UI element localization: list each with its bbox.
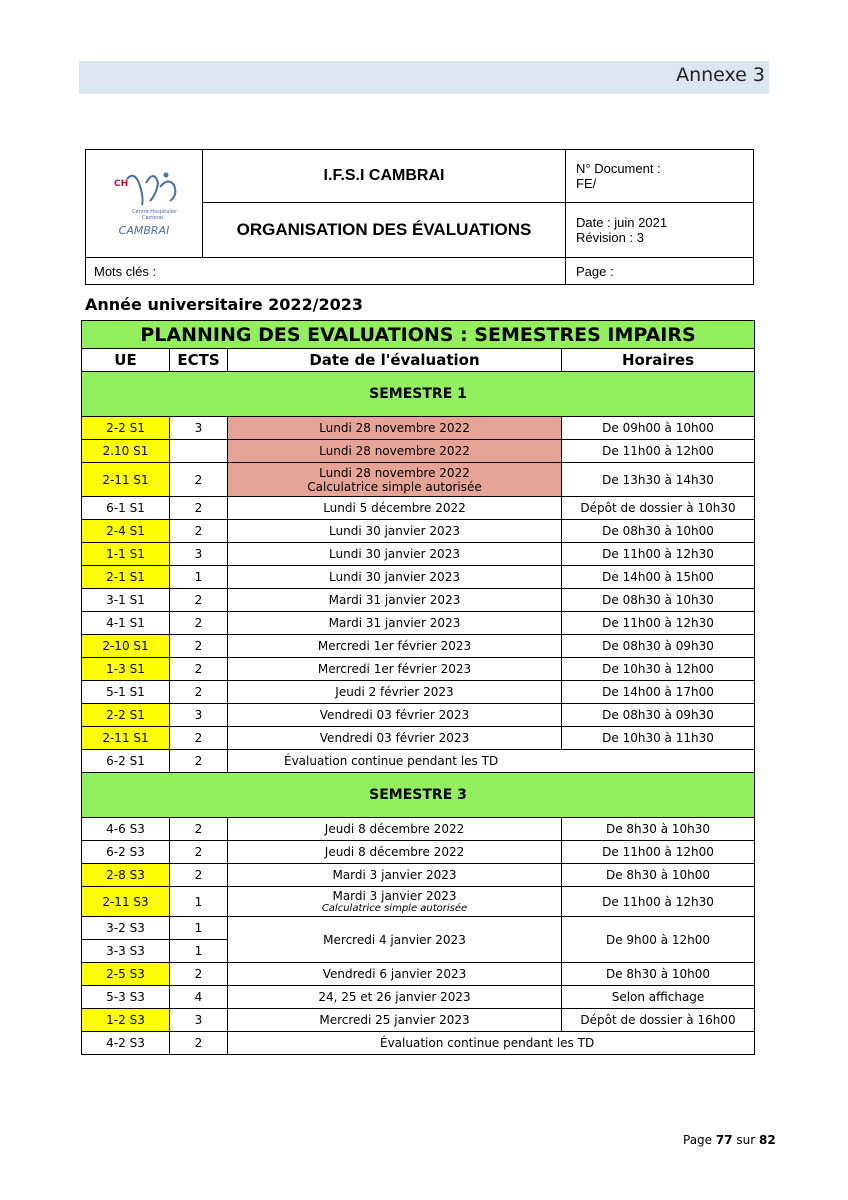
document-title: ORGANISATION DES ÉVALUATIONS [203,203,566,258]
logo-cell [86,150,203,258]
page-label: Page : [566,258,754,285]
ue-cell: 6-2 S3 [82,841,170,864]
ects-cell: 3 [170,543,228,566]
logo-text: CAMBRAI [118,224,170,237]
time-cell: De 11h00 à 12h30 [562,612,755,635]
table-row [82,1009,755,1032]
ue-cell: 4-1 S1 [82,612,170,635]
table-row [82,750,755,773]
time-cell: De 11h00 à 12h30 [562,543,755,566]
table-row [82,417,755,440]
ects-cell: 2 [170,589,228,612]
continuous-eval-cell: Évaluation continue pendant les TD [228,750,755,773]
evaluation-planning-table [81,320,755,1055]
time-cell: De 08h30 à 09h30 [562,635,755,658]
ue-cell: 2-4 S1 [82,520,170,543]
date-cell: Lundi 30 janvier 2023 [228,520,562,543]
semester-1-heading: SEMESTRE 1 [82,372,755,417]
date-cell [228,463,562,497]
semester-3-heading: SEMESTRE 3 [82,773,755,818]
ects-cell: 2 [170,818,228,841]
column-header-ects: ECTS [170,349,228,372]
ue-cell: 2.10 S1 [82,440,170,463]
ects-cell: 2 [170,463,228,497]
ects-cell: 2 [170,681,228,704]
table-row [82,543,755,566]
table-row [82,841,755,864]
date-cell: Mercredi 1er février 2023 [228,635,562,658]
date-text: Mardi 3 janvier 2023 [332,889,457,903]
time-cell: De 10h30 à 12h00 [562,658,755,681]
date-cell: Mardi 31 janvier 2023 [228,612,562,635]
svg-text:Cambrai: Cambrai [142,215,164,221]
ects-cell: 3 [170,417,228,440]
date-cell: Mardi 3 janvier 2023 [228,864,562,887]
time-cell: De 8h30 à 10h30 [562,818,755,841]
doc-number-label: N° Document : [576,161,661,176]
table-row [82,727,755,750]
table-row [82,440,755,463]
date-note: Calculatrice simple autorisée [307,479,482,494]
table-row [82,681,755,704]
planning-title: PLANNING DES EVALUATIONS : SEMESTRES IMPAIRS [82,321,755,349]
ects-cell: 2 [170,864,228,887]
table-row [82,566,755,589]
date-cell: Lundi 5 décembre 2022 [228,497,562,520]
ue-cell: 4-6 S3 [82,818,170,841]
table-row [82,612,755,635]
ects-cell: 3 [170,704,228,727]
page-total: 82 [759,1133,776,1147]
time-cell: De 08h30 à 10h00 [562,520,755,543]
time-cell: De 14h00 à 17h00 [562,681,755,704]
time-cell: De 11h00 à 12h30 [562,887,755,917]
keywords-label: Mots clés : [86,258,566,285]
page-sep: sur [736,1133,756,1147]
ects-cell: 2 [170,963,228,986]
ects-cell: 2 [170,635,228,658]
ects-cell: 1 [170,566,228,589]
table-row [82,520,755,543]
time-cell: De 14h00 à 15h00 [562,566,755,589]
page-current: 77 [715,1133,733,1147]
ue-cell: 1-1 S1 [82,543,170,566]
ects-cell: 2 [170,1032,228,1055]
time-cell: Selon affichage [562,986,755,1009]
ue-cell: 2-5 S3 [82,963,170,986]
ue-cell: 6-2 S1 [82,750,170,773]
ue-cell: 2-8 S3 [82,864,170,887]
date-cell: Vendredi 03 février 2023 [228,727,562,750]
time-cell: De 08h30 à 09h30 [562,704,755,727]
ue-cell: 2-10 S1 [82,635,170,658]
ue-cell: 6-1 S1 [82,497,170,520]
column-header-horaires: Horaires [562,349,755,372]
table-row [82,589,755,612]
date-cell: Lundi 28 novembre 2022 [228,440,562,463]
date-cell: Lundi 30 janvier 2023 [228,543,562,566]
ue-cell: 2-2 S1 [82,704,170,727]
ue-cell: 3-1 S1 [82,589,170,612]
doc-number-cell [566,150,754,203]
time-cell: De 13h30 à 14h30 [562,463,755,497]
ue-cell: 1-3 S1 [82,658,170,681]
date-revision-cell [566,203,754,258]
ects-cell: 3 [170,1009,228,1032]
ects-cell: 2 [170,750,228,773]
time-cell: De 08h30 à 10h30 [562,589,755,612]
ue-cell: 3-2 S3 [82,917,170,940]
academic-year: Année universitaire 2022/2023 [85,295,364,314]
ue-cell: 5-1 S1 [82,681,170,704]
date-cell: Vendredi 6 janvier 2023 [228,963,562,986]
ue-cell: 3-3 S3 [82,940,170,963]
table-row [82,986,755,1009]
date-note: Calculatrice simple autorisée [321,903,468,914]
table-row [82,963,755,986]
annexe-banner [79,61,769,94]
date-cell: 24, 25 et 26 janvier 2023 [228,986,562,1009]
annexe-label: Annexe 3 [676,64,765,86]
table-row [82,1032,755,1055]
date-cell: Vendredi 03 février 2023 [228,704,562,727]
date-cell: Jeudi 8 décembre 2022 [228,818,562,841]
date-cell: Mercredi 25 janvier 2023 [228,1009,562,1032]
ue-cell: 2-11 S1 [82,463,170,497]
ects-cell: 2 [170,520,228,543]
ects-cell: 2 [170,612,228,635]
time-cell: De 10h30 à 11h30 [562,727,755,750]
date-label: Date : juin 2021 [576,215,668,230]
ects-cell: 1 [170,887,228,917]
table-row [82,818,755,841]
ects-cell: 1 [170,917,228,940]
ects-cell [170,440,228,463]
date-text: Lundi 28 novembre 2022 [319,465,470,480]
date-cell [228,887,562,917]
table-row [82,635,755,658]
table-row [82,463,755,497]
date-cell: Jeudi 2 février 2023 [228,681,562,704]
ects-cell: 1 [170,940,228,963]
ects-cell: 4 [170,986,228,1009]
ue-cell: 2-11 S3 [82,887,170,917]
date-cell: Mardi 31 janvier 2023 [228,589,562,612]
time-cell: De 11h00 à 12h00 [562,841,755,864]
date-cell: Lundi 30 janvier 2023 [228,566,562,589]
column-header-ue: UE [82,349,170,372]
ue-cell: 1-2 S3 [82,1009,170,1032]
ue-cell: 2-1 S1 [82,566,170,589]
time-cell: De 8h30 à 10h00 [562,963,755,986]
time-cell: De 8h30 à 10h00 [562,864,755,887]
ue-cell: 5-3 S3 [82,986,170,1009]
ue-cell: 2-2 S1 [82,417,170,440]
continuous-eval-cell: Évaluation continue pendant les TD [228,1032,755,1055]
document-header [85,149,754,285]
table-row [82,917,755,940]
ue-cell: 4-2 S3 [82,1032,170,1055]
revision-label: Révision : 3 [576,230,644,245]
table-row [82,887,755,917]
table-row [82,864,755,887]
column-header-date: Date de l'évaluation [228,349,562,372]
ects-cell: 2 [170,841,228,864]
date-cell: Lundi 28 novembre 2022 [228,417,562,440]
page-number [683,1133,776,1147]
table-row [82,658,755,681]
logo-subtitle: Centre Hospitalier [132,209,178,215]
svg-text:CH: CH [114,179,129,189]
table-row [82,704,755,727]
date-cell: Mercredi 1er février 2023 [228,658,562,681]
ects-cell: 2 [170,658,228,681]
time-cell: Dépôt de dossier à 16h00 [562,1009,755,1032]
time-cell: De 11h00 à 12h00 [562,440,755,463]
institution-name: I.F.S.I CAMBRAI [203,150,566,203]
date-cell: Mercredi 4 janvier 2023 [228,917,562,963]
date-cell: Jeudi 8 décembre 2022 [228,841,562,864]
time-cell: Dépôt de dossier à 10h30 [562,497,755,520]
ects-cell: 2 [170,727,228,750]
time-cell: De 9h00 à 12h00 [562,917,755,963]
table-row [82,497,755,520]
page-prefix: Page [683,1133,713,1147]
ch-cambrai-logo [94,161,194,241]
ects-cell: 2 [170,497,228,520]
doc-number-value: FE/ [576,176,597,191]
ue-cell: 2-11 S1 [82,727,170,750]
time-cell: De 09h00 à 10h00 [562,417,755,440]
